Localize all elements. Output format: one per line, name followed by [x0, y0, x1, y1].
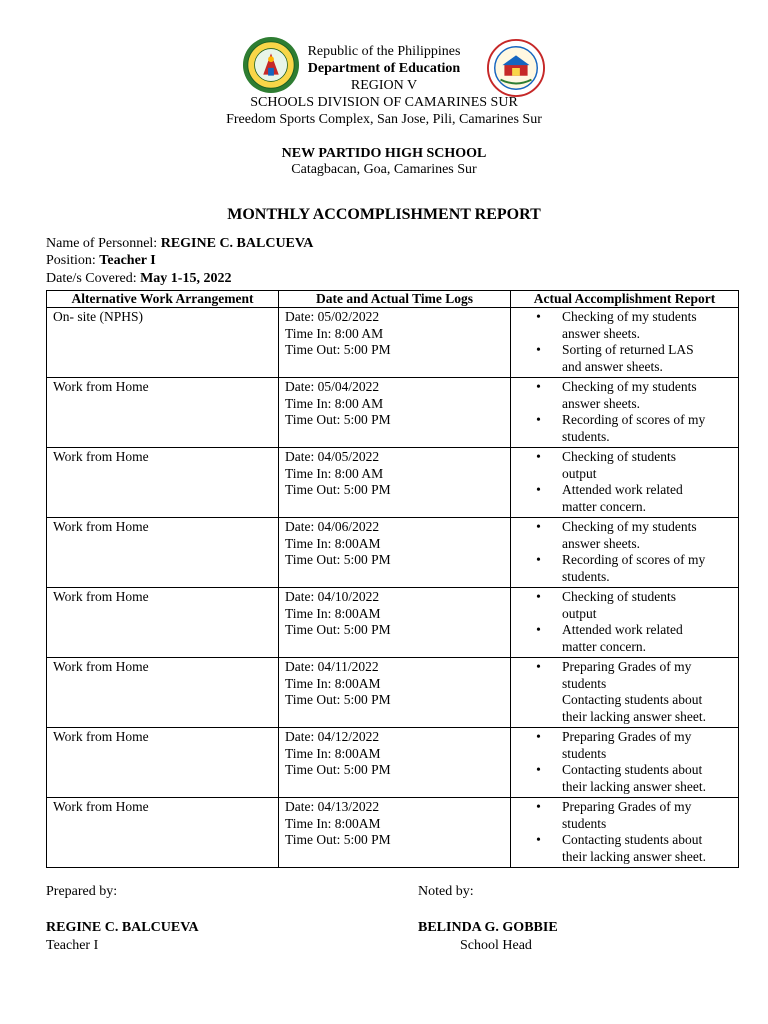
header-division-address: Freedom Sports Complex, San Jose, Pili, Camarines Sur	[226, 112, 542, 127]
table-row	[47, 518, 739, 588]
bullet-icon: •	[536, 762, 541, 777]
accomplishment-table	[46, 290, 739, 868]
position-line	[46, 253, 156, 269]
school-address: Catagbacan, Goa, Camarines Sur	[291, 162, 477, 177]
log-time-in: Time In: 8:00AM	[285, 675, 381, 691]
accomplishment-cell	[511, 658, 739, 728]
dates-covered-line	[46, 271, 231, 287]
accomplishment-cell	[511, 728, 739, 798]
log-time-in: Time In: 8:00AM	[285, 745, 381, 761]
arrangement-cell: Work from Home	[47, 658, 279, 728]
time-log-cell	[279, 308, 511, 378]
header-accomplishment: Actual Accomplishment Report	[511, 291, 739, 308]
bullet-icon: •	[536, 622, 541, 637]
bullet-text-cont: output	[562, 465, 597, 481]
log-time-out: Time Out: 5:00 PM	[285, 412, 391, 427]
header-arrangement: Alternative Work Arrangement	[47, 291, 279, 308]
position-label: Position:	[46, 253, 100, 268]
bullet-icon: •	[536, 379, 541, 394]
bullet-text-cont: matter concern.	[562, 638, 646, 654]
bullet-text-cont: and answer sheets.	[562, 358, 663, 374]
bullet-text-cont: output	[562, 605, 597, 621]
personnel-name-label: Name of Personnel:	[46, 236, 161, 251]
bullet-text-cont: students	[562, 815, 607, 831]
header-region: REGION V	[350, 78, 418, 93]
time-log-cell	[279, 658, 511, 728]
log-time-out: Time Out: 5:00 PM	[285, 762, 391, 777]
bullet-text: Recording of scores of my	[562, 412, 706, 427]
bullet-text-cont: students	[562, 675, 607, 691]
personnel-name-line	[46, 236, 313, 252]
bullet-text-cont: students.	[562, 428, 610, 444]
bullet-text: Checking of my students	[562, 519, 697, 534]
table-row	[47, 448, 739, 518]
bullet-text: Preparing Grades of my	[562, 729, 692, 744]
table-row	[47, 588, 739, 658]
time-log-cell	[279, 518, 511, 588]
prepared-by-title: Teacher I	[46, 938, 99, 953]
log-time-in: Time In: 8:00 AM	[285, 325, 384, 341]
bullet-text-cont: matter concern.	[562, 498, 646, 514]
accomplishment-cell	[511, 518, 739, 588]
bullet-text: Contacting students about	[562, 832, 703, 847]
dates-covered-label: Date/s Covered:	[46, 271, 141, 286]
bullet-text-cont: their lacking answer sheet.	[562, 708, 706, 724]
arrangement-cell: Work from Home	[47, 798, 279, 868]
accomplishment-cell	[511, 588, 739, 658]
school-name: NEW PARTIDO HIGH SCHOOL	[281, 146, 487, 161]
log-time-in: Time In: 8:00 AM	[285, 465, 384, 481]
table-header-row	[47, 291, 739, 308]
bullet-text-cont: answer sheets.	[562, 325, 640, 341]
header-division: SCHOOLS DIVISION OF CAMARINES SUR	[250, 95, 518, 110]
bullet-text-cont: their lacking answer sheet.	[562, 778, 706, 794]
bullet-text-cont: students	[562, 745, 607, 761]
time-log-cell	[279, 728, 511, 798]
bullet-text: Checking of my students	[562, 309, 697, 324]
log-date: Date: 04/13/2022	[285, 799, 380, 814]
table-row	[47, 728, 739, 798]
bullet-text: Checking of students	[562, 449, 676, 464]
accomplishment-cell	[511, 448, 739, 518]
personnel-name: REGINE C. BALCUEVA	[160, 236, 314, 251]
time-log-cell	[279, 448, 511, 518]
arrangement-cell: Work from Home	[47, 448, 279, 518]
bullet-icon: •	[536, 342, 541, 357]
bullet-icon: •	[536, 482, 541, 497]
prepared-by-name: REGINE C. BALCUEVA	[46, 920, 199, 935]
bullet-text: Checking of my students	[562, 379, 697, 394]
log-date: Date: 04/06/2022	[285, 519, 380, 534]
header-time-logs: Date and Actual Time Logs	[279, 291, 511, 308]
time-log-cell	[279, 378, 511, 448]
position-value: Teacher I	[99, 253, 156, 268]
table-row	[47, 798, 739, 868]
noted-by-name: BELINDA G. GOBBIE	[418, 920, 558, 935]
accomplishment-cell	[511, 798, 739, 868]
bullet-icon: •	[536, 589, 541, 604]
bullet-text: Attended work related	[562, 622, 683, 637]
log-time-in: Time In: 8:00AM	[285, 535, 381, 551]
bullet-icon: •	[536, 832, 541, 847]
log-time-in: Time In: 8:00AM	[285, 605, 381, 621]
log-date: Date: 04/12/2022	[285, 729, 380, 744]
noted-by-title: School Head	[460, 938, 532, 953]
arrangement-cell: Work from Home	[47, 378, 279, 448]
bullet-icon: •	[536, 309, 541, 324]
log-time-in: Time In: 8:00AM	[285, 815, 381, 831]
log-time-out: Time Out: 5:00 PM	[285, 552, 391, 567]
bullet-text-cont: answer sheets.	[562, 395, 640, 411]
arrangement-cell: Work from Home	[47, 588, 279, 658]
bullet-icon: •	[536, 729, 541, 744]
bullet-text: Checking of students	[562, 589, 676, 604]
header-republic: Republic of the Philippines	[307, 44, 461, 59]
accomplishment-cell	[511, 308, 739, 378]
bullet-text: Contacting students about	[562, 762, 703, 777]
table-row	[47, 658, 739, 728]
bullet-text-cont: their lacking answer sheet.	[562, 848, 706, 864]
bullet-text: Attended work related	[562, 482, 683, 497]
bullet-icon: •	[536, 449, 541, 464]
log-time-out: Time Out: 5:00 PM	[285, 342, 391, 357]
bullet-text-cont: students.	[562, 568, 610, 584]
time-log-cell	[279, 588, 511, 658]
bullet-icon: •	[536, 519, 541, 534]
bullet-icon: •	[536, 552, 541, 567]
log-date: Date: 04/10/2022	[285, 589, 380, 604]
bullet-icon: •	[536, 799, 541, 814]
header-department: Department of Education	[307, 61, 461, 76]
bullet-text: Contacting students about	[562, 692, 703, 707]
log-time-in: Time In: 8:00 AM	[285, 395, 384, 411]
arrangement-cell: On- site (NPHS)	[47, 308, 279, 378]
table-row	[47, 308, 739, 378]
report-title: MONTHLY ACCOMPLISHMENT REPORT	[227, 206, 541, 223]
bullet-text: Preparing Grades of my	[562, 659, 692, 674]
log-date: Date: 05/04/2022	[285, 379, 380, 394]
log-date: Date: 05/02/2022	[285, 309, 380, 324]
bullet-icon: •	[536, 412, 541, 427]
bullet-icon: •	[536, 659, 541, 674]
log-date: Date: 04/11/2022	[285, 659, 379, 674]
log-time-out: Time Out: 5:00 PM	[285, 692, 391, 707]
dates-covered-value: May 1-15, 2022	[140, 271, 232, 286]
log-time-out: Time Out: 5:00 PM	[285, 832, 391, 847]
bullet-text: Sorting of returned LAS	[562, 342, 694, 357]
time-log-cell	[279, 798, 511, 868]
arrangement-cell: Work from Home	[47, 518, 279, 588]
log-date: Date: 04/05/2022	[285, 449, 380, 464]
noted-by-label: Noted by:	[418, 884, 474, 899]
arrangement-cell: Work from Home	[47, 728, 279, 798]
table-row	[47, 378, 739, 448]
log-time-out: Time Out: 5:00 PM	[285, 622, 391, 637]
log-time-out: Time Out: 5:00 PM	[285, 482, 391, 497]
bullet-text-cont: answer sheets.	[562, 535, 640, 551]
prepared-by-label: Prepared by:	[46, 884, 118, 899]
bullet-text: Recording of scores of my	[562, 552, 706, 567]
accomplishment-cell	[511, 378, 739, 448]
bullet-text: Preparing Grades of my	[562, 799, 692, 814]
